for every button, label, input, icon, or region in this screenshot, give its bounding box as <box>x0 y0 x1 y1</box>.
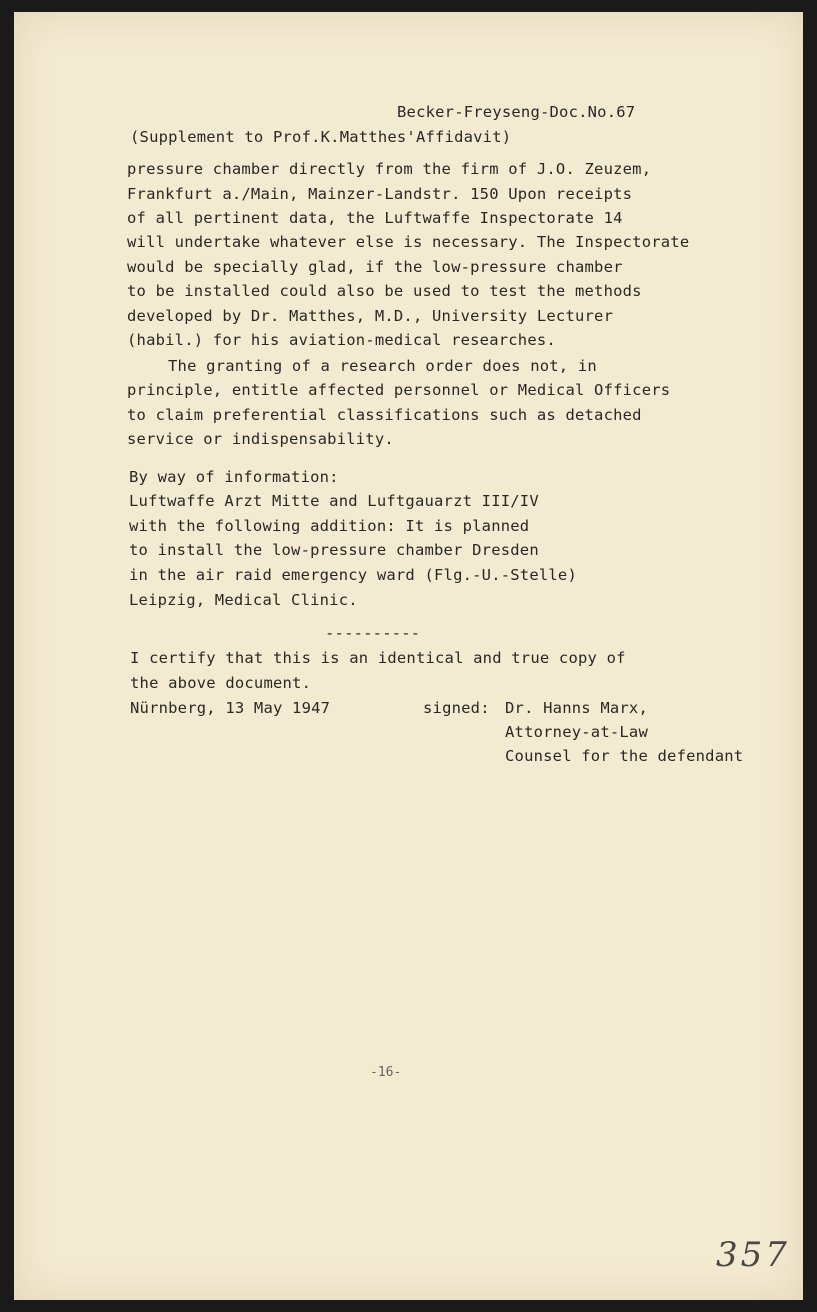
signer-role: Counsel for the defendant <box>505 747 744 765</box>
para2-line: principle, entitle affected personnel or Medical Officers <box>127 381 671 399</box>
separator: ---------- <box>325 624 421 642</box>
page-marker: -16- <box>370 1065 402 1080</box>
doc-reference: Becker-Freyseng-Doc.No.67 <box>397 103 636 121</box>
info-line: Luftwaffe Arzt Mitte and Luftgauarzt III/IV <box>129 492 539 510</box>
para1-line: would be specially glad, if the low-pressure chamber <box>127 258 623 276</box>
para2-line: service or indispensability. <box>127 430 394 448</box>
certification-line: I certify that this is an identical and true copy of <box>130 649 626 667</box>
certification-line: the above document. <box>130 674 312 692</box>
document-page <box>14 12 803 1300</box>
info-line: to install the low-pressure chamber Dresden <box>129 541 539 559</box>
place-date: Nürnberg, 13 May 1947 <box>130 699 331 717</box>
signed-label: signed: <box>423 699 490 717</box>
para1-line: developed by Dr. Matthes, M.D., University Lecturer <box>127 307 614 325</box>
info-line: By way of information: <box>129 468 339 486</box>
para1-line: of all pertinent data, the Luftwaffe Inspectorate 14 <box>127 209 623 227</box>
typed-text <box>14 12 744 765</box>
para1-line: will undertake whatever else is necessary. The Inspectorate <box>127 233 690 251</box>
signer-name: Dr. Hanns Marx, <box>505 699 648 717</box>
handwritten-page-number: 357 <box>716 1235 790 1275</box>
para1-line: (habil.) for his aviation-medical researches. <box>127 331 556 349</box>
para1-line: pressure chamber directly from the firm of J.O. Zeuzem, <box>127 160 652 178</box>
info-line: Leipzig, Medical Clinic. <box>129 591 358 609</box>
signer-title: Attorney-at-Law <box>505 723 648 741</box>
para2-line: The granting of a research order does not, in <box>168 357 597 375</box>
para1-line: to be installed could also be used to test the methods <box>127 282 642 300</box>
para1-line: Frankfurt a./Main, Mainzer-Landstr. 150 Upon receipts <box>127 185 633 203</box>
para2-line: to claim preferential classifications such as detached <box>127 406 642 424</box>
info-line: with the following addition: It is planned <box>129 517 530 535</box>
info-line: in the air raid emergency ward (Flg.-U.-Stelle) <box>129 566 577 584</box>
supplement-heading: (Supplement to Prof.K.Matthes'Affidavit) <box>130 128 512 146</box>
